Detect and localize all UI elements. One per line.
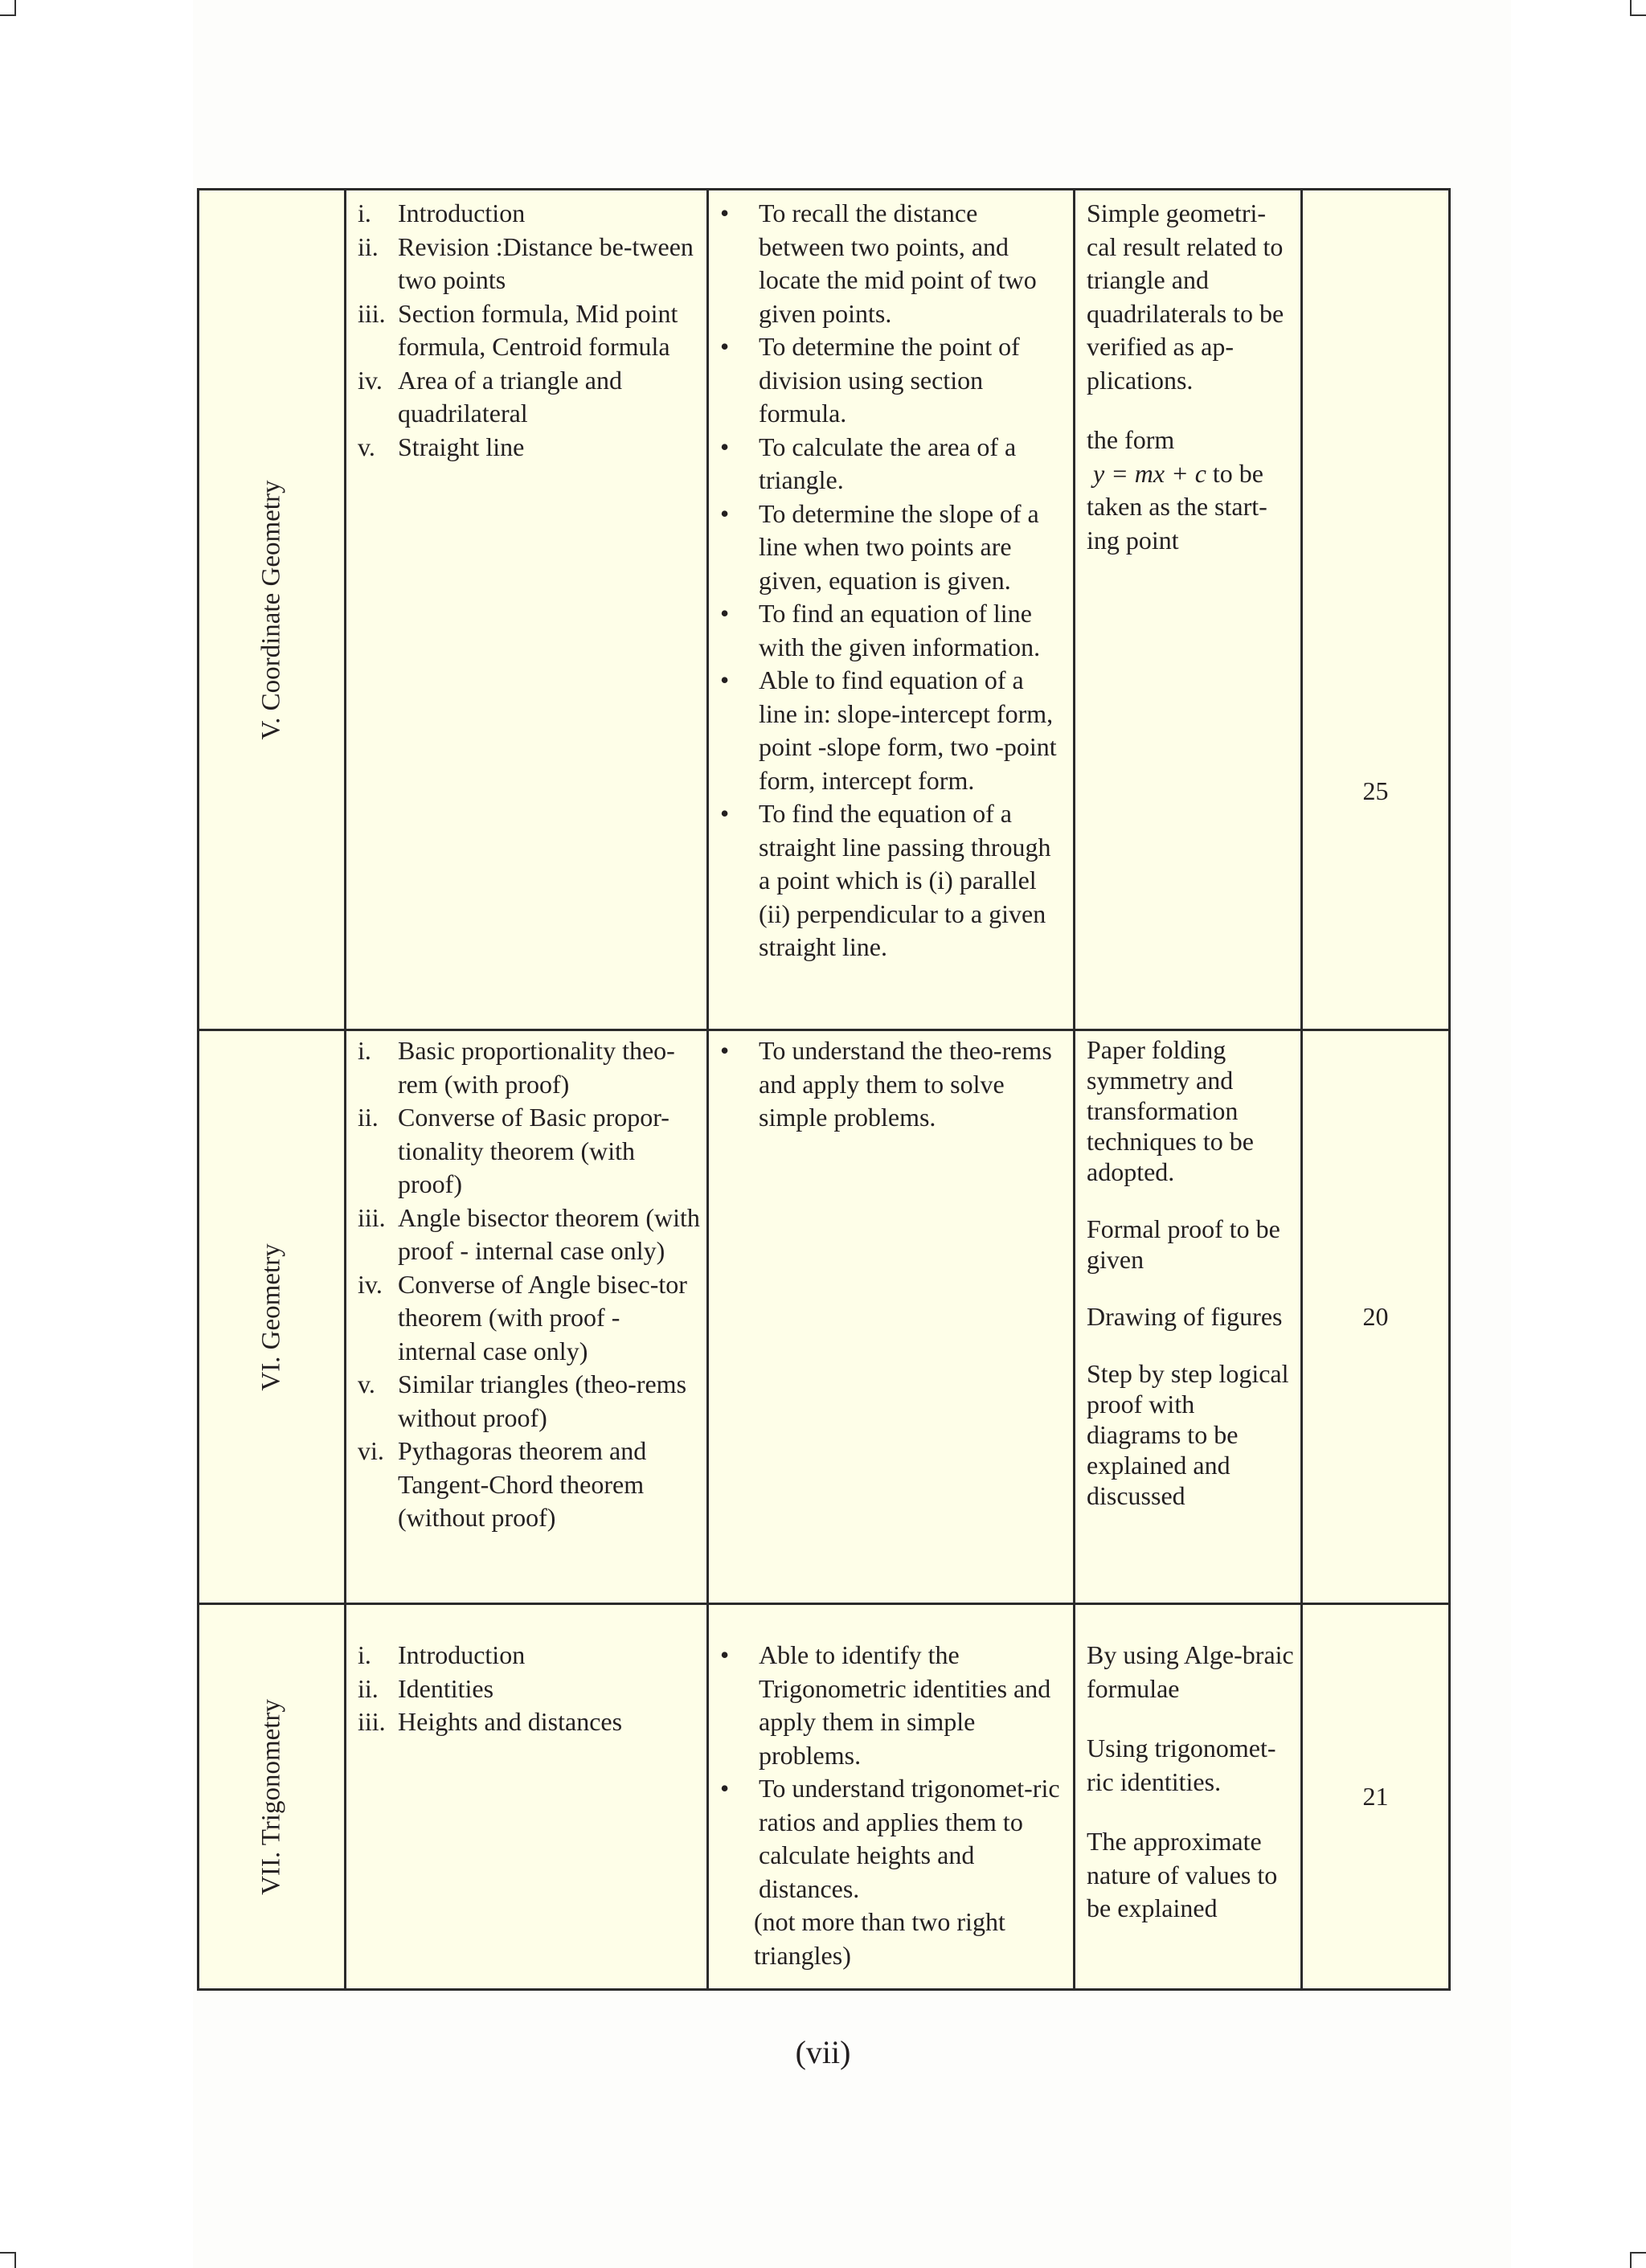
list-item: • To find the equation of a straight line passing through a point which is (i) parallel (ii) perpendicular to a given straight line. <box>720 799 1051 961</box>
note-text: Step by step logical proof with diagrams to be explained and discussed <box>1087 1359 1289 1510</box>
outcomes-cell <box>708 190 1075 1030</box>
contents-list <box>346 1034 706 1535</box>
crop-mark-top-left <box>0 0 16 16</box>
equation: y = mx + c <box>1093 458 1206 488</box>
syllabus-table <box>197 188 1451 1991</box>
list-item: iii. Heights and distances <box>358 1707 623 1736</box>
notes-block <box>1075 197 1300 557</box>
list-item: vi. Pythagoras theorem and Tangent-Chord theorem (without proof) <box>358 1436 647 1532</box>
list-item: • To understand trigonomet-ric ratios and applies them to calculate heights and distances. <box>720 1774 1060 1903</box>
notes-cell <box>1075 190 1302 1030</box>
outcomes-note: (not more than two right triangles) <box>754 1907 1005 1970</box>
list-item: i. Introduction <box>358 199 526 227</box>
list-item: • To determine the point of division using section formula. <box>720 332 1020 428</box>
note-text: By using Alge-braic formulae <box>1087 1640 1294 1703</box>
periods-value: 25 <box>1362 776 1389 805</box>
list-item: ii. Identities <box>358 1673 494 1703</box>
table-row-geometry <box>199 1030 1450 1604</box>
list-item: i. Basic proportionality theo-rem (with proof) <box>358 1036 675 1099</box>
note-text: Paper folding symmetry and transformation techniques to be adopted. <box>1087 1035 1254 1186</box>
contents-list <box>346 197 706 464</box>
unit-cell <box>199 1604 346 1990</box>
crop-mark-bottom-right <box>1630 2252 1646 2268</box>
periods-value: 20 <box>1362 1301 1389 1331</box>
note-text: Formal proof to be given <box>1087 1214 1280 1274</box>
contents-list <box>346 1639 706 1739</box>
list-item: • Able to find equation of a line in: slope-intercept form, point -slope form, two -point form, intercept form. <box>720 665 1057 795</box>
outcomes-cell <box>708 1604 1075 1990</box>
list-item: iii. Section formula, Mid point formula, Centroid formula <box>358 298 678 361</box>
list-item: v. Similar triangles (theo-rems without proof) <box>358 1369 687 1432</box>
list-item: ii. Converse of Basic propor-tionality theorem (with proof) <box>358 1103 669 1198</box>
unit-title: VII. Trigonometry <box>256 1698 286 1895</box>
notes-cell <box>1075 1030 1302 1604</box>
note-text: Simple geometri-cal result related to triangle and quadrilaterals to be verified as ap-plications. <box>1087 199 1284 395</box>
note-text: the form y = mx + c to be taken as the start-ing point <box>1087 425 1267 555</box>
list-item: • Able to identify the Trigonometric identities and apply them in simple problems. <box>720 1640 1051 1770</box>
contents-cell <box>346 190 708 1030</box>
list-item: iv. Converse of Angle bisec-tor theorem (with proof - internal case only) <box>358 1269 687 1365</box>
list-item: • To find an equation of line with the given information. <box>720 599 1041 661</box>
table-row-trigonometry <box>199 1604 1450 1990</box>
list-item: i. Introduction <box>358 1640 526 1669</box>
notes-block <box>1075 1034 1300 1511</box>
note-text: Using trigonomet-ric identities. <box>1087 1734 1276 1796</box>
list-item: iii. Angle bisector theorem (with proof - internal case only) <box>358 1202 700 1265</box>
list-item: ii. Revision :Distance be-tween two points <box>358 231 694 294</box>
outcomes-list <box>709 1034 1073 1135</box>
unit-title: V. Coordinate Geometry <box>256 480 286 739</box>
periods-cell <box>1302 190 1450 1030</box>
outcomes-list <box>709 197 1073 964</box>
list-item: • To recall the distance between two points, and locate the mid point of two given points. <box>720 199 1037 328</box>
list-item: • To calculate the area of a triangle. <box>720 432 1017 494</box>
note-text: Drawing of figures <box>1087 1302 1283 1331</box>
page-number: (vii) <box>795 2034 851 2070</box>
unit-cell <box>199 1030 346 1604</box>
list-item: iv. Area of a triangle and quadrilateral <box>358 365 622 428</box>
periods-cell <box>1302 1030 1450 1604</box>
outcomes-cell <box>708 1030 1075 1604</box>
list-item: v. Straight line <box>358 432 525 461</box>
crop-mark-bottom-left <box>0 2252 16 2268</box>
contents-cell <box>346 1030 708 1604</box>
table-row-coordinate-geometry <box>199 190 1450 1030</box>
notes-block <box>1075 1639 1300 1926</box>
list-item: • To determine the slope of a line when two points are given, equation is given. <box>720 498 1039 595</box>
unit-title: VI. Geometry <box>256 1242 286 1391</box>
outcomes-list <box>709 1639 1073 1906</box>
crop-mark-top-right <box>1630 0 1646 16</box>
periods-value: 21 <box>1362 1781 1389 1811</box>
periods-cell <box>1302 1604 1450 1990</box>
unit-cell <box>199 190 346 1030</box>
contents-cell <box>346 1604 708 1990</box>
list-item: • To understand the theo-rems and apply them to solve simple problems. <box>720 1036 1052 1132</box>
notes-cell <box>1075 1604 1302 1990</box>
note-text: The approximate nature of values to be explained <box>1087 1827 1278 1922</box>
